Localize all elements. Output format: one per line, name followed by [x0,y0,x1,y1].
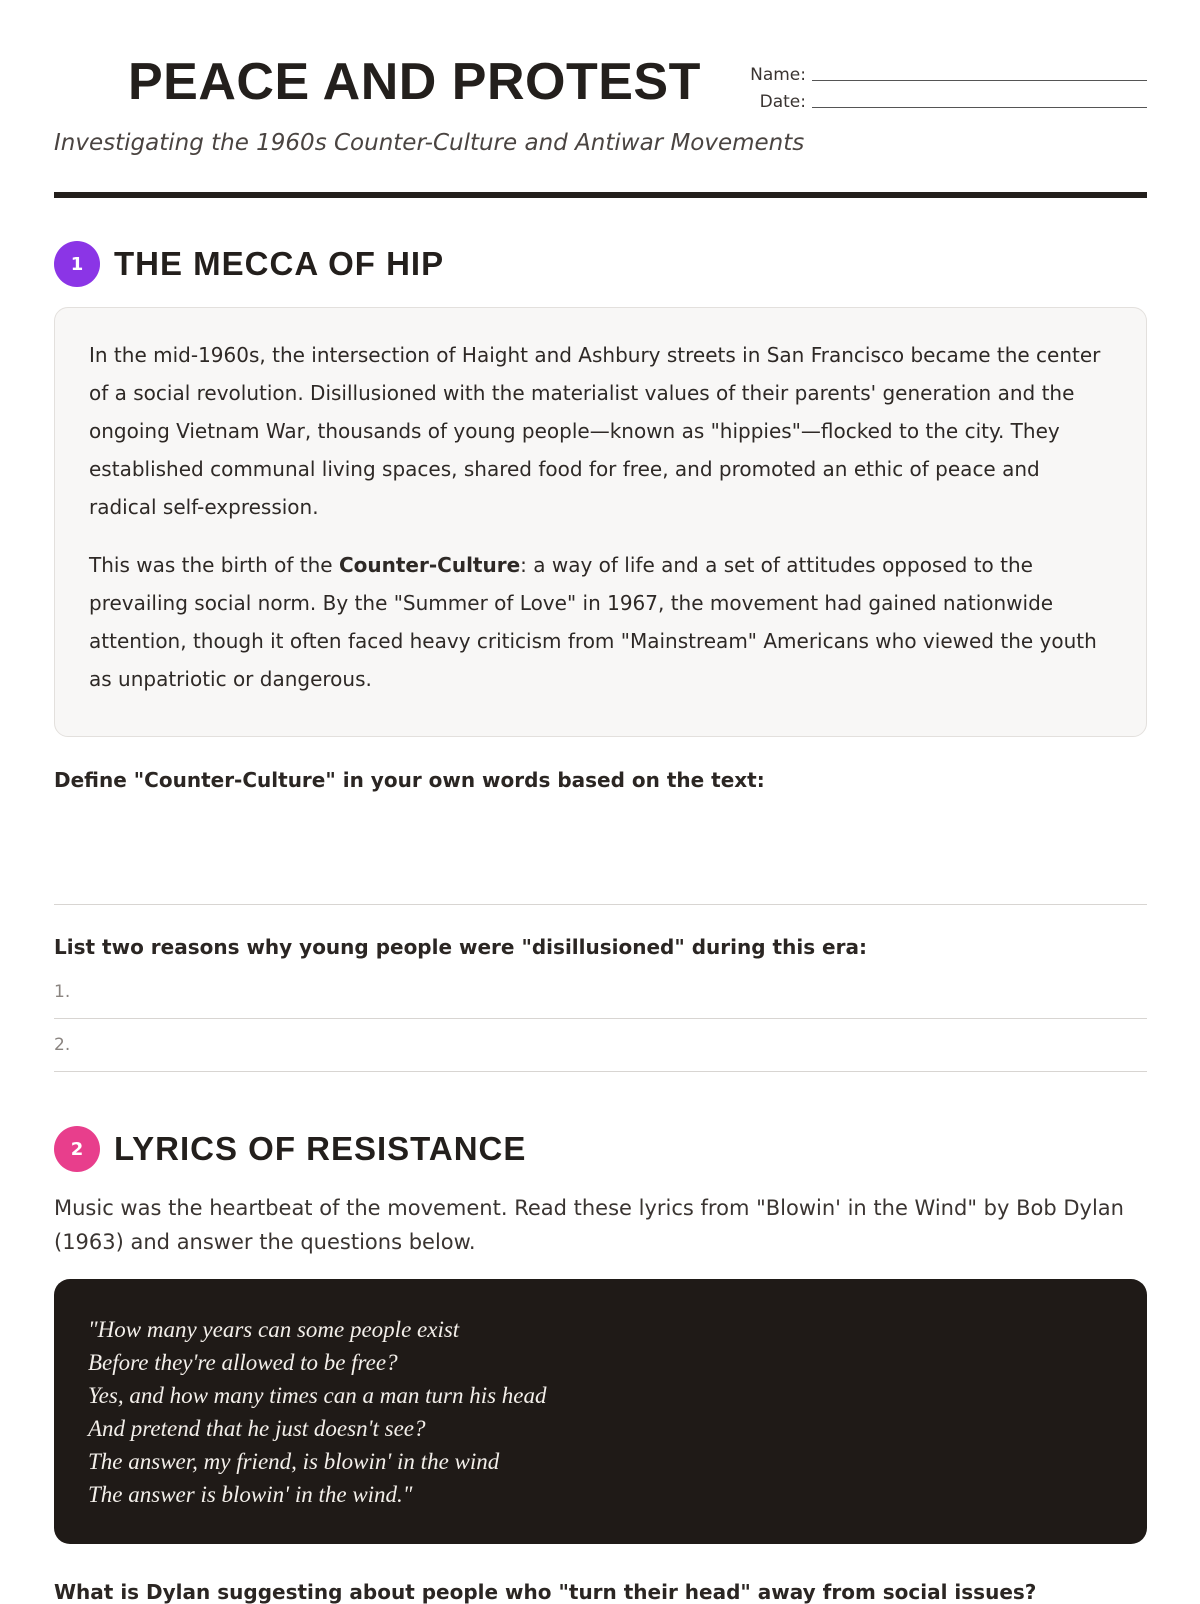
student-info [744,58,1147,112]
answer-line[interactable] [54,1071,1147,1072]
passage-paragraph: In the mid-1960s, the intersection of Haight and Ashbury streets in San Francisco became the center of a social revolution. Disillusioned with the materialist values of their parents' generation and the ongoing Vietnam War, thousands of young people—known as "hippies"—flocked to the city. They established communal living spaces, shared food for free, and promoted an ethic of peace and radical self-expression. [89,343,1101,519]
lyric-line: "How many years can some people exist [88,1317,460,1342]
lyric-line: The answer is blowin' in the wind." [88,1482,413,1507]
section-title: THE MECCA OF HIP [114,245,445,282]
answer-line[interactable] [54,1018,1147,1019]
section-title: LYRICS OF RESISTANCE [114,1130,527,1167]
list-number: 2. [54,1035,71,1055]
section-2-heading [54,1126,526,1172]
reading-passage [54,307,1147,737]
lyrics-quote [54,1279,1147,1544]
header-divider [54,192,1147,198]
section-intro: Music was the heartbeat of the movement. Read these lyrics from "Blowin' in the Wind" by Bob Dylan (1963) and answer the questions below. [54,1196,1124,1254]
date-label: Date: [759,92,806,112]
section-number-badge: 2 [54,1126,100,1172]
passage-paragraph [89,546,1112,698]
question-reasons: List two reasons why young people were "disillusioned" during this era: [54,935,867,959]
name-field[interactable] [812,80,1147,81]
lyric-line: Yes, and how many times can a man turn his head [88,1383,547,1408]
passage-text: This was the birth of the [89,553,339,577]
name-row [744,58,1147,85]
question-define: Define "Counter-Culture" in your own words based on the text: [54,768,765,792]
question-dylan: What is Dylan suggesting about people who "turn their head" away from social issues? [54,1580,1037,1604]
section-number-badge: 1 [54,241,100,287]
date-row [744,85,1147,112]
answer-line[interactable] [54,904,1147,905]
lyric-line: The answer, my friend, is blowin' in the wind [88,1449,500,1474]
list-number: 1. [54,982,71,1002]
lyric-line: And pretend that he just doesn't see? [88,1416,426,1441]
date-field[interactable] [812,107,1147,108]
key-term: Counter-Culture [338,553,521,577]
page-title: PEACE AND PROTEST [128,53,701,111]
name-label: Name: [750,65,806,85]
section-1-heading [54,241,444,287]
passage-text: : a way of life and a set of attitudes opposed to the prevailing social norm. By the "Summer of Love" in 1967, the movement had gained nationwide attention, though it often faced heavy criticism from "Mainstream" Americans who viewed the youth as unpatriotic or dangerous. [89,553,1097,691]
page-subtitle: Investigating the 1960s Counter-Culture and Antiwar Movements [54,130,805,156]
lyric-line: Before they're allowed to be free? [88,1350,398,1375]
